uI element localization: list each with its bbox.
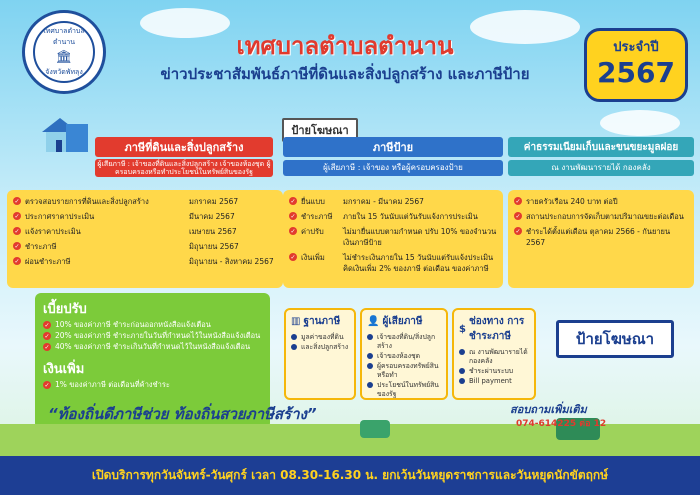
check-icon: ✓	[515, 197, 521, 205]
tax-base-item	[291, 333, 349, 342]
payment-channel-item-text: Bill payment	[469, 377, 512, 385]
payment-channel-header	[459, 314, 529, 344]
tax-base-item-text: มูลค่าของที่ดิน	[301, 333, 344, 341]
sign-tax-row	[289, 196, 497, 207]
sign-tax-note: ผู้เสียภาษี : เจ้าของ หรือผู้ครอบครองป้าย	[283, 160, 503, 176]
check-icon: ✓	[290, 227, 296, 235]
check-icon: ✓	[44, 332, 50, 340]
fine-item-text: 40% ของค่าภาษี ชำระเกินวันที่กำหนดไว้ในหนังสือแจ้งเตือน	[55, 342, 251, 351]
land-tax-row-date: มีนาคม 2567	[189, 212, 235, 221]
tax-payer-item-text: ประโยชน์ในทรัพย์สินของรัฐ	[377, 381, 439, 398]
bullet-icon	[367, 353, 373, 359]
year-badge	[584, 28, 688, 102]
payment-channel-card	[452, 308, 536, 400]
land-tax-row-label: ชำระภาษี	[25, 242, 57, 251]
land-tax-row-date: มกราคม 2567	[189, 197, 239, 206]
tax-payer-item	[367, 381, 441, 399]
land-tax-row-date: เมษายน 2567	[189, 227, 237, 236]
contact-label: สอบถามเพิ่มเติม	[510, 403, 587, 416]
check-icon: ✓	[290, 197, 296, 205]
sign-tax-row-label: ค่าปรับ	[301, 227, 324, 236]
land-tax-note: ผู้เสียภาษี : เจ้าของที่ดินและสิ่งปลูกสร้าง เจ้าของห้องชุด ผู้ครอบครองหรือทำประโยชน์ในทรัพย์สินของรัฐ	[95, 159, 273, 177]
fine-item	[43, 341, 262, 352]
sign-tax-row	[289, 226, 497, 248]
slogan: “ท้องถิ่นดีภาษีช่วย ท้องถิ่นสวยภาษีสร้าง”	[48, 405, 317, 423]
waste-fee-row-text: รายครัวเรือน 240 บาท ต่อปี	[526, 197, 618, 206]
bullet-icon	[367, 363, 373, 369]
check-icon: ✓	[14, 212, 20, 220]
sign-tax-row-label: เงินเพิ่ม	[301, 253, 325, 262]
payment-channel-title: ช่องทาง การชำระภาษี	[468, 316, 525, 342]
waste-fee-row-text: ชำระได้ตั้งแต่เดือน ตุลาคม 2566 - กันยายน 2567	[526, 227, 671, 247]
check-icon: ✓	[14, 257, 20, 265]
logo-text: เทศบาลตำบลตำนาน	[43, 27, 85, 46]
footer-banner: เปิดบริการทุกวันจันทร์-วันศุกร์ เวลา 08.30-16.30 น. ยกเว้นวันหยุดราชการและวันหยุดนักขัตฤกษ์	[0, 456, 700, 495]
land-tax-row	[13, 256, 277, 267]
cloud	[600, 110, 680, 136]
land-tax-panel	[7, 190, 283, 288]
check-icon: ✓	[515, 227, 521, 235]
bullet-icon	[291, 334, 297, 340]
fine-item	[43, 330, 262, 341]
tax-base-title: ฐานภาษี	[303, 316, 341, 327]
waste-fee-row	[514, 226, 688, 248]
land-tax-row-label: แจ้งราคาประเมิน	[25, 227, 81, 236]
land-tax-row-label: ผ่อนชำระภาษี	[25, 257, 71, 266]
tax-base-header	[291, 314, 349, 329]
bullet-icon	[367, 382, 373, 388]
large-billboard: ป้ายโฆษณา	[556, 320, 674, 358]
bullet-icon	[459, 349, 465, 355]
extra-fine-item-text: 1% ของค่าภาษี ต่อเดือนที่ค้างชำระ	[55, 380, 170, 389]
bullet-icon	[367, 334, 373, 340]
check-icon: ✓	[515, 212, 521, 220]
land-tax-row-date: มิถุนายน 2567	[189, 242, 239, 251]
waste-fee-row-text: สถานประกอบการจัดเก็บตามปริมาณขยะต่อเดือน	[526, 212, 684, 221]
bullet-icon	[459, 378, 465, 384]
bullet-icon	[291, 344, 297, 350]
logo-inner	[33, 21, 95, 83]
sign-tax-row-label: ชำระภาษี	[301, 212, 333, 221]
land-tax-row	[13, 226, 277, 237]
tax-base-item-text: และสิ่งปลูกสร้าง	[301, 343, 349, 351]
check-icon: ✓	[14, 242, 20, 250]
page-title: เทศบาลตำบลตำนาน	[236, 32, 454, 60]
sign-tax-row-text: มกราคม - มีนาคม 2567	[343, 197, 424, 206]
sign-tax-row-label: ยื่นแบบ	[301, 197, 325, 206]
tax-payer-card	[360, 308, 448, 400]
waste-fee-row	[514, 211, 688, 222]
tax-payer-item-text: เจ้าของที่ดิน/สิ่งปลูกสร้าง	[377, 333, 436, 350]
tax-payer-item	[367, 333, 441, 351]
year-value: 2567	[597, 56, 675, 89]
check-icon: ✓	[290, 253, 296, 261]
land-tax-row-label: ตรวจสอบรายการที่ดินและสิ่งปลูกสร้าง	[25, 197, 149, 206]
waste-fee-header: ค่าธรรมเนียมเก็บและขนขยะมูลฝอย	[508, 137, 694, 157]
logo-province: จังหวัดพัทลุง	[45, 68, 83, 76]
sign-tax-row	[289, 211, 497, 222]
payment-channel-item	[459, 367, 529, 376]
extra-fine-item	[43, 379, 262, 390]
tax-base-item	[291, 343, 349, 352]
fine-title: เบี้ยปรับ	[43, 302, 87, 317]
check-icon: ✓	[44, 343, 50, 351]
municipality-logo	[22, 10, 106, 94]
tax-payer-item-text: เจ้าของห้องชุด	[377, 352, 421, 360]
tax-payer-title: ผู้เสียภาษี	[382, 316, 423, 327]
land-tax-header: ภาษีที่ดินและสิ่งปลูกสร้าง	[95, 137, 273, 157]
year-label: ประจำปี	[613, 40, 659, 55]
person-icon: 👤	[367, 316, 380, 327]
sign-tax-header: ภาษีป้าย	[283, 137, 503, 157]
payment-channel-item	[459, 377, 529, 386]
small-billboard: ป้ายโฆษณา	[282, 118, 358, 142]
check-icon: ✓	[290, 212, 296, 220]
waste-fee-note: ณ งานพัฒนารายได้ กองคลัง	[508, 160, 694, 176]
sign-tax-row-text: ไม่ชำระเงินภายใน 15 วันนับแต่รับแจ้งประเมิน คิดเงินเพิ่ม 2% ของภาษี ต่อเดือน ของค่าภาษี	[343, 253, 494, 273]
tax-payer-header	[367, 314, 441, 329]
building-icon: ▥	[291, 316, 301, 327]
fine-item-text: 10% ของค่าภาษี ชำระก่อนออกหนังสือแจ้งเตือน	[55, 320, 211, 329]
check-icon: ✓	[14, 197, 20, 205]
sign-tax-row-text: ไม่มายื่นแบบตามกำหนด ปรับ 10% ของจำนวนเงินภาษีป้าย	[343, 227, 497, 247]
bullet-icon	[459, 368, 465, 374]
extra-fine-title: เงินเพิ่ม	[43, 362, 85, 377]
payment-channel-item-text: ณ งานพัฒนารายได้ กองคลัง	[469, 348, 528, 365]
check-icon: ✓	[44, 381, 50, 389]
page-subtitle: ข่าวประชาสัมพันธ์ภาษีที่ดินและสิ่งปลูกสร้าง และภาษีป้าย	[160, 65, 530, 83]
tax-payer-item	[367, 352, 441, 361]
land-tax-row-label: ประกาศราคาประเมิน	[25, 212, 95, 221]
check-icon: ✓	[44, 321, 50, 329]
tax-payer-item	[367, 362, 441, 380]
land-tax-row-date: มิถุนายน - สิงหาคม 2567	[189, 257, 274, 266]
fine-item-text: 20% ของค่าภาษี ชำระภายในวันที่กำหนดไว้ในหนังสือแจ้งเตือน	[55, 331, 261, 340]
contact-phone: 074-614225 ต่อ 12	[516, 419, 607, 429]
money-icon: $	[459, 323, 466, 335]
check-icon: ✓	[14, 227, 20, 235]
sign-tax-row	[289, 252, 497, 274]
land-tax-row	[13, 196, 277, 207]
building-icon: 🏛	[55, 50, 73, 65]
payment-channel-item	[459, 348, 529, 366]
house-icon	[38, 114, 92, 154]
waste-fee-panel	[508, 190, 694, 288]
tax-payer-item-text: ผู้ครอบครองทรัพย์สินหรือทำ	[377, 362, 439, 379]
sign-tax-row-text: ภายใน 15 วันนับแต่วันรับแจ้งการประเมิน	[343, 212, 478, 221]
tax-base-card	[284, 308, 356, 400]
fine-item	[43, 319, 262, 330]
payment-channel-item-text: ชำระผ่านระบบ	[469, 367, 514, 375]
land-tax-row	[13, 211, 277, 222]
sign-tax-panel	[283, 190, 503, 288]
waste-fee-row	[514, 196, 688, 207]
land-tax-row	[13, 241, 277, 252]
